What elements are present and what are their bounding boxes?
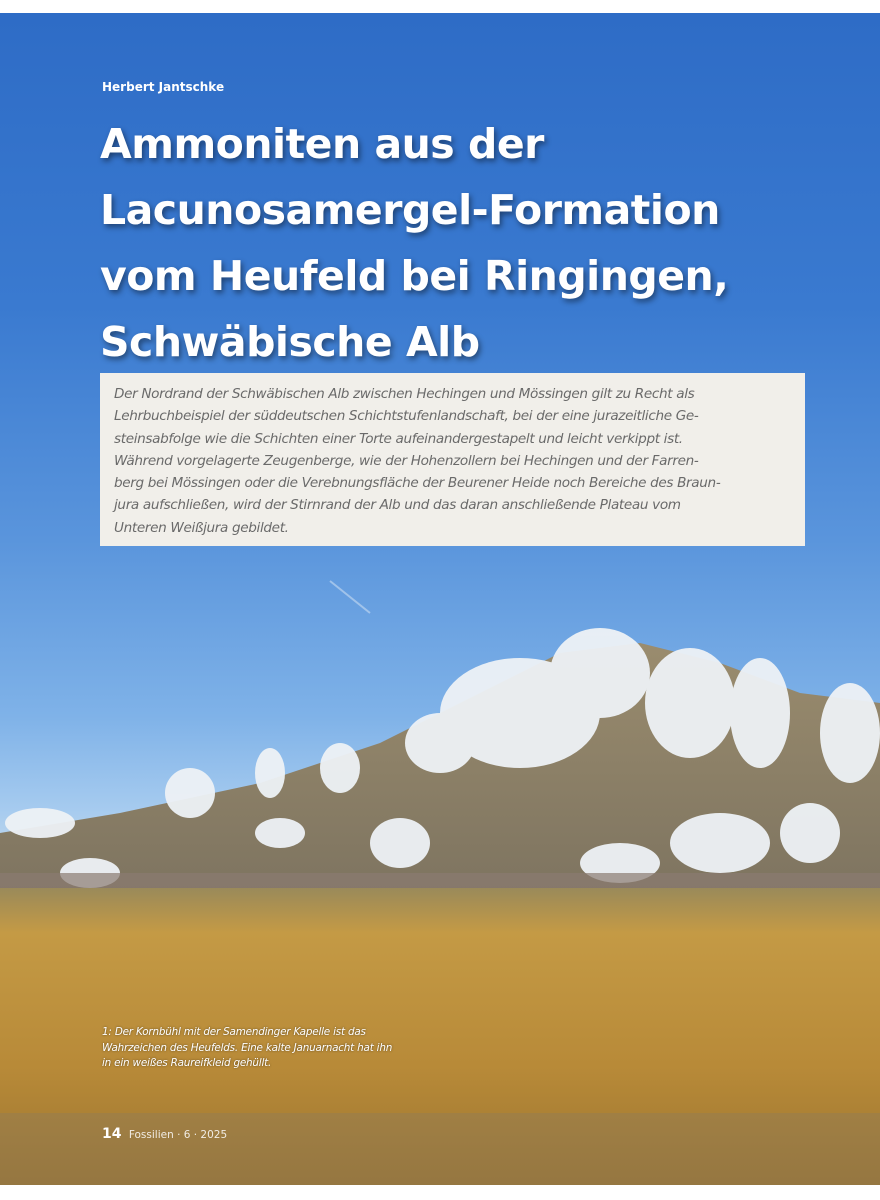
- intro-line: Während vorgelagerte Zeugenberge, wie der Hohenzollern bei Hechingen und der Farren-: [114, 452, 699, 469]
- photo-caption: [102, 1025, 392, 1072]
- page-number: 14: [102, 1126, 122, 1142]
- title-line: vom Heufeld bei Ringingen,: [100, 252, 729, 300]
- intro-line: Unteren Weißjura gebildet.: [114, 519, 289, 536]
- title-line: Schwäbische Alb: [100, 318, 480, 366]
- title-line: Ammoniten aus der: [100, 120, 544, 168]
- title-line: Lacunosamergel-Formation: [100, 186, 720, 234]
- magazine-page: [0, 13, 880, 1185]
- intro-line: steinsabfolge wie die Schichten einer Torte aufeinandergestapelt und leicht verkippt ist.: [114, 430, 683, 447]
- intro-line: berg bei Mössingen oder die Verebnungsfläche der Beurener Heide noch Bereiche des Braun-: [114, 475, 721, 492]
- caption-line: in ein weißes Raureifkleid gehüllt.: [102, 1057, 272, 1069]
- article-title: [100, 111, 820, 375]
- page-footer: [102, 1126, 227, 1142]
- intro-line: Lehrbuchbeispiel der süddeutschen Schichtstufenlandschaft, bei der eine jurazeitliche Ge-: [114, 408, 699, 425]
- intro-box: [100, 373, 805, 546]
- intro-line: Der Nordrand der Schwäbischen Alb zwischen Hechingen und Mössingen gilt zu Recht als: [114, 386, 695, 402]
- caption-line: Wahrzeichen des Heufelds. Eine kalte Januarnacht hat ihn: [102, 1041, 393, 1054]
- publication-info: Fossilien · 6 · 2025: [128, 1129, 228, 1141]
- intro-line: jura aufschließen, wird der Stirnrand der Alb und das daran anschließende Plateau vom: [114, 497, 681, 514]
- author-name: Herbert Jantschke: [102, 80, 225, 94]
- caption-line: 1: Der Kornbühl mit der Samendinger Kapelle ist das: [102, 1026, 366, 1038]
